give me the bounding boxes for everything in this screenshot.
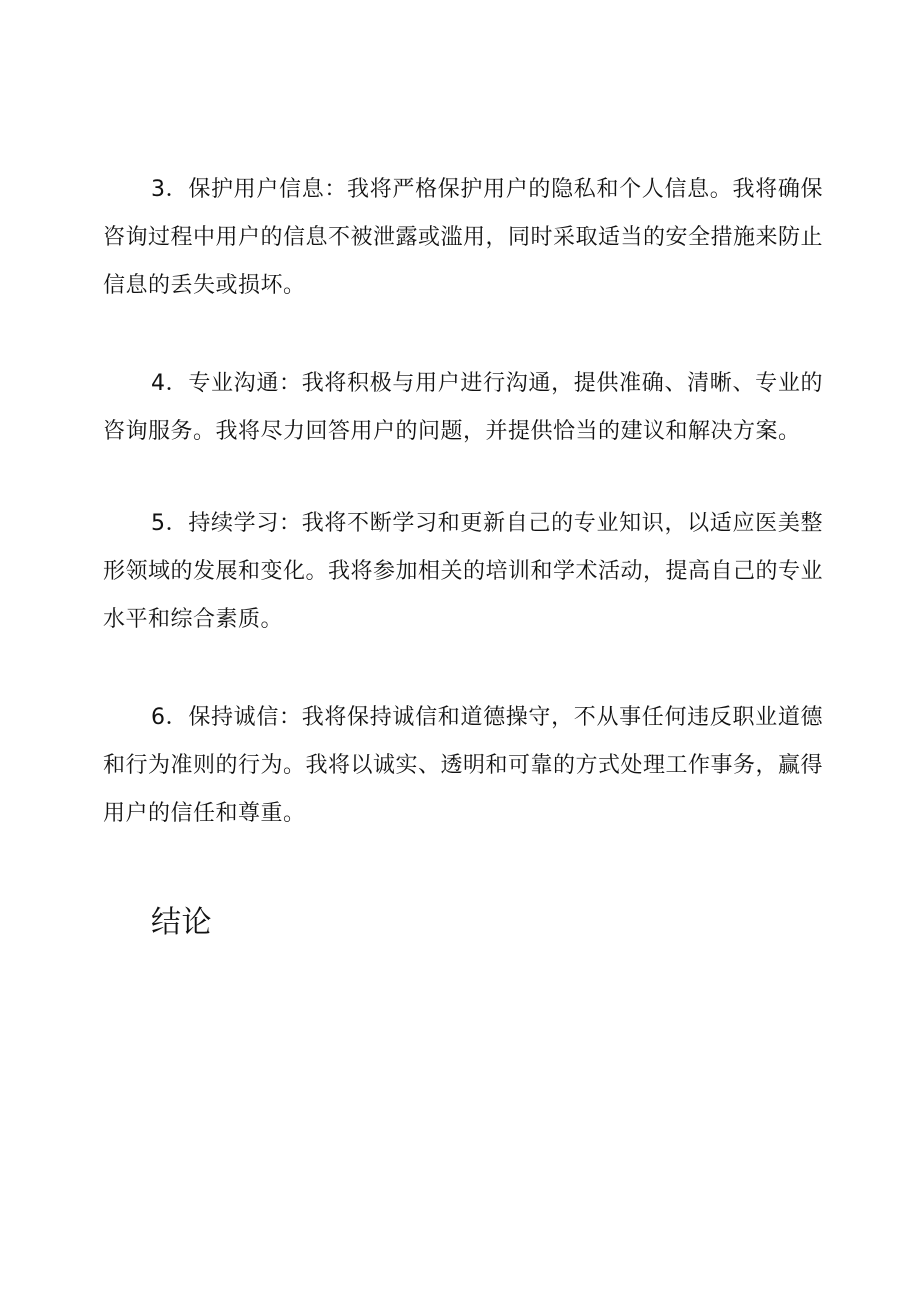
paragraph-item-6 [103,694,823,838]
paragraph-item-4 [103,360,823,456]
paragraph-text: 3．保护用户信息：我将严格保护用户的隐私和个人信息。我将确保咨询过程中用户的信息不被泄露或滥用，同时采取适当的安全措施来防止信息的丢失或损坏。 [103,177,824,298]
paragraph-item-5 [103,500,823,644]
section-heading-conclusion: 结论 [151,905,212,940]
paragraph-text: 6．保持诚信：我将保持诚信和道德操守，不从事任何违反职业道德和行为准则的行为。我将以诚实、透明和可靠的方式处理工作事务，赢得用户的信任和尊重。 [103,705,824,826]
paragraph-text: 5．持续学习：我将不断学习和更新自己的专业知识，以适应医美整形领域的发展和变化。我将参加相关的培训和学术活动，提高自己的专业水平和综合素质。 [103,511,824,632]
paragraph-item-3 [103,166,823,310]
paragraph-text: 4．专业沟通：我将积极与用户进行沟通，提供准确、清晰、专业的咨询服务。我将尽力回答用户的问题，并提供恰当的建议和解决方案。 [103,371,823,444]
